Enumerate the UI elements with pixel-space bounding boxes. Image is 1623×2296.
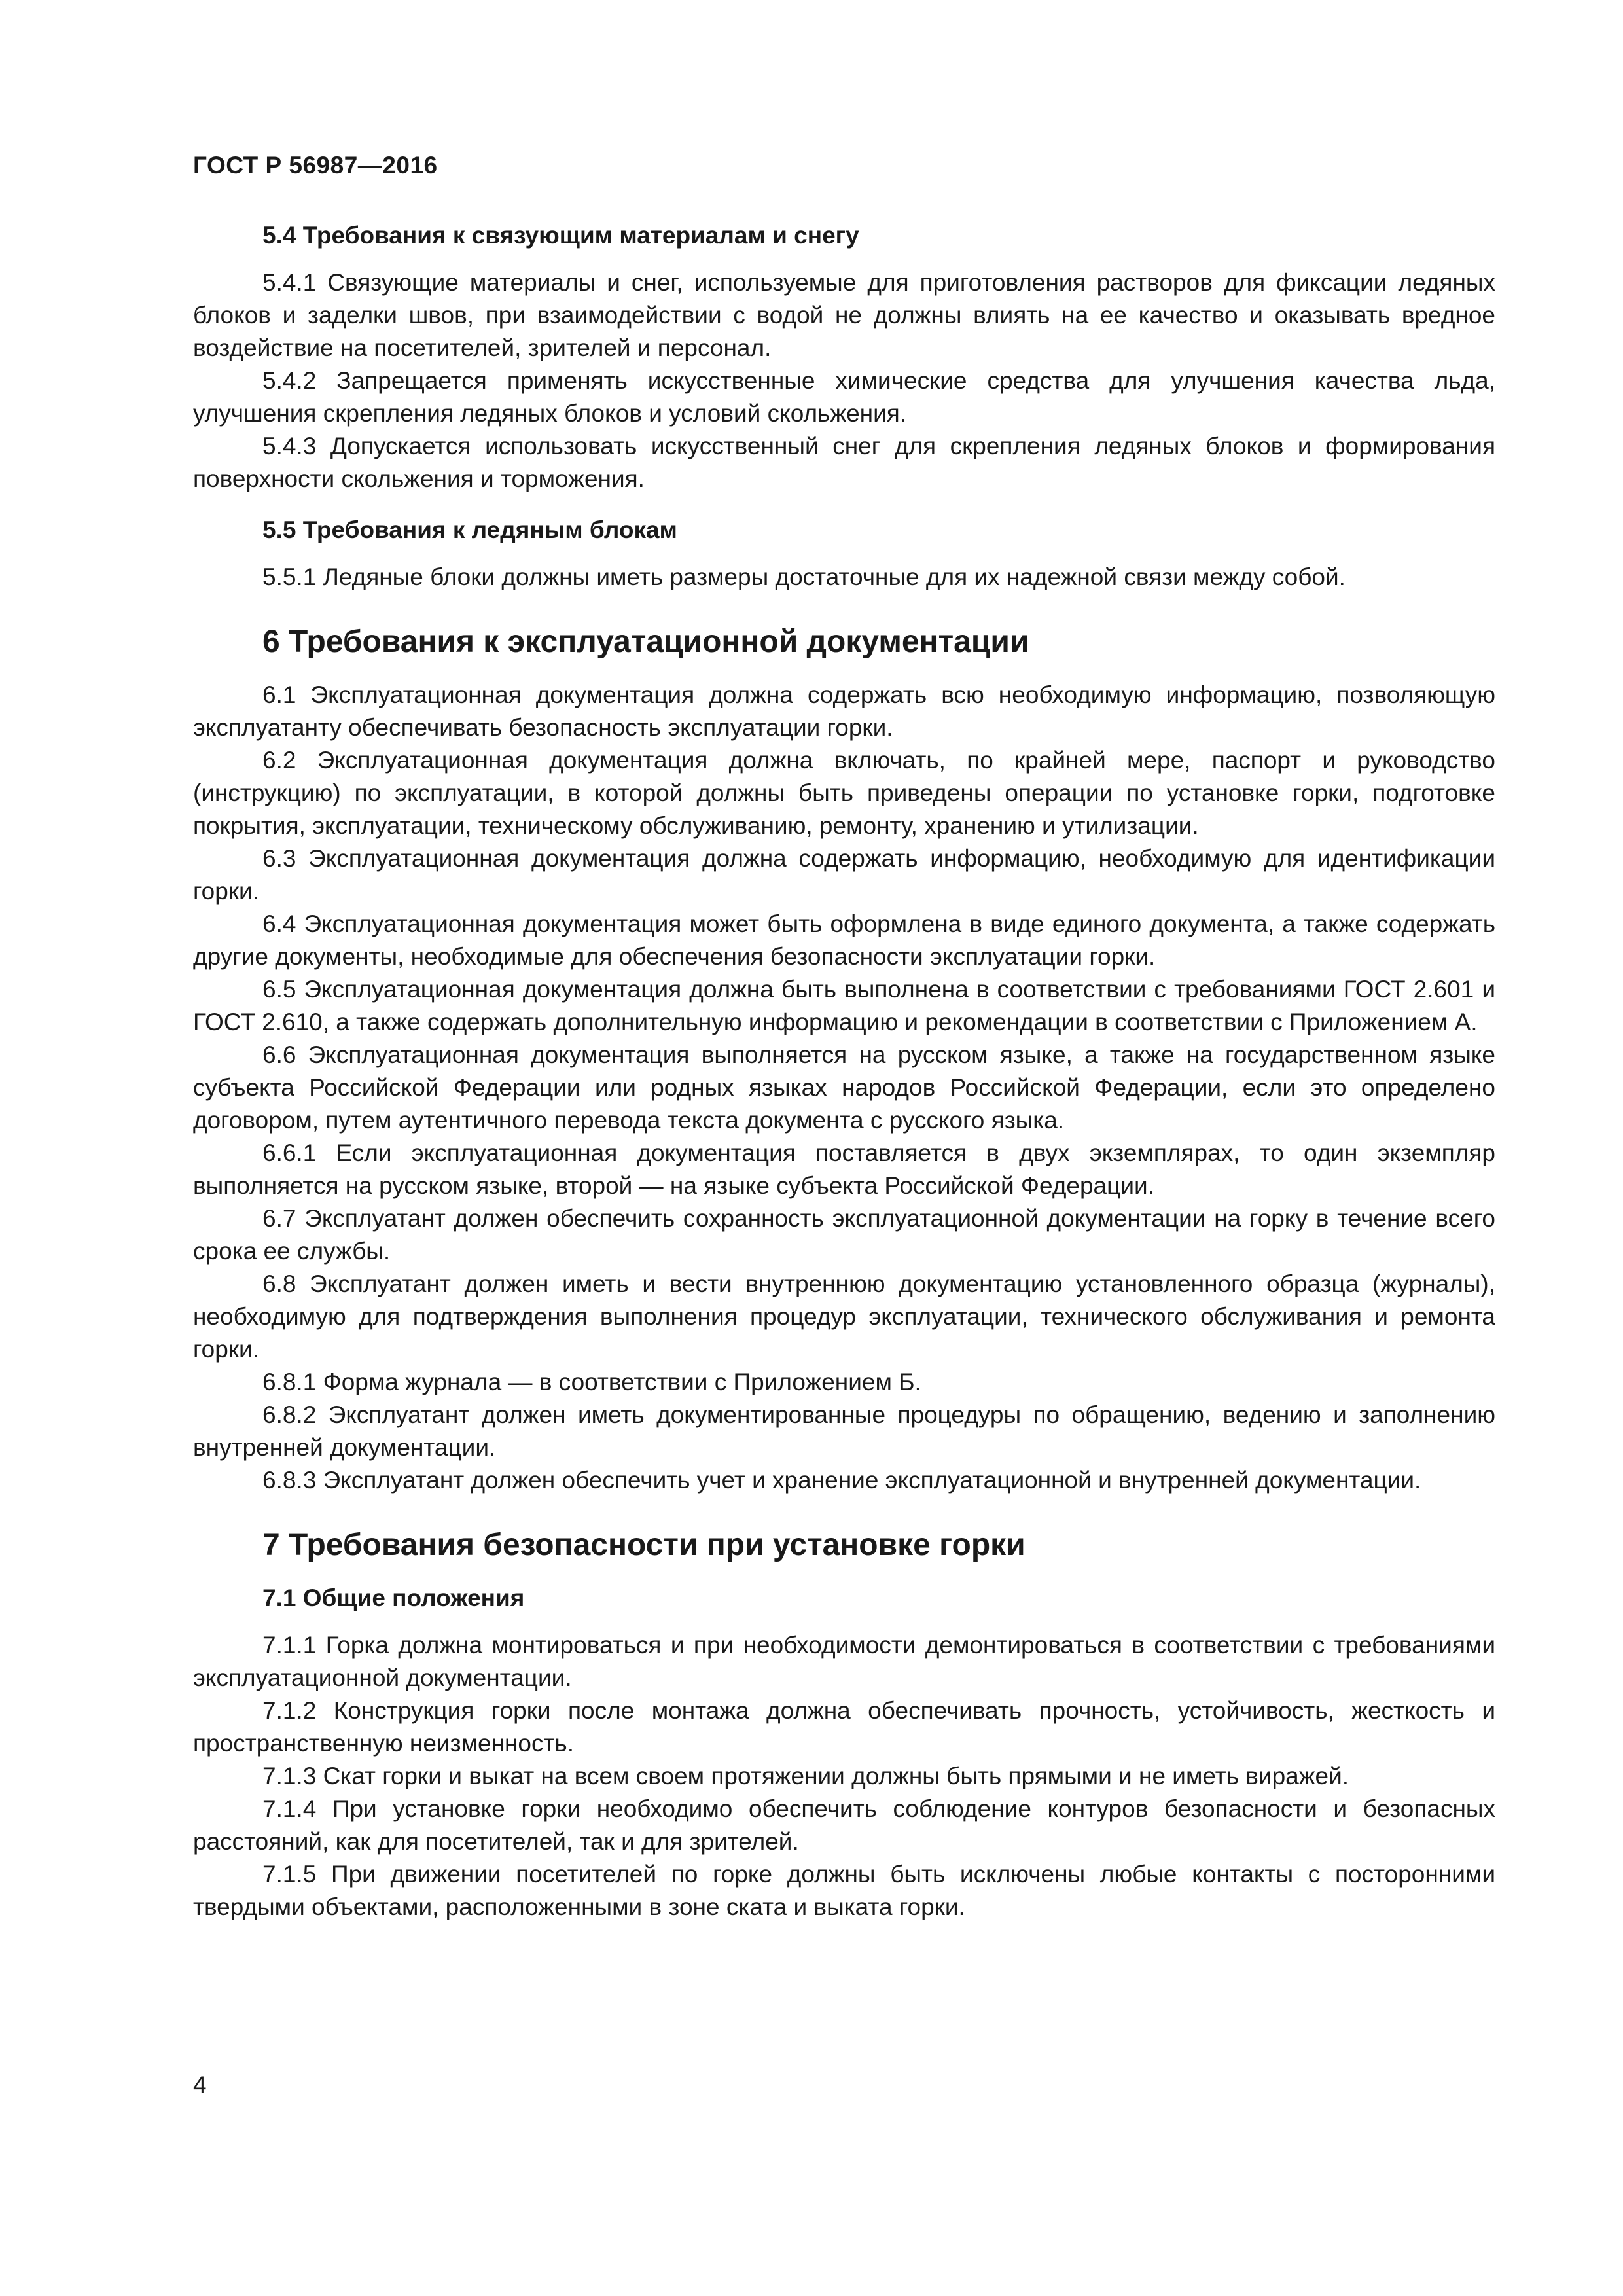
paragraph-7-1-2: 7.1.2 Конструкция горки после монтажа должна обеспечивать прочность, устойчивость, жесткость и пространственную неизменность. [193, 1697, 1495, 1757]
subsection-heading-7-1: 7.1 Общие положения [262, 1585, 525, 1611]
paragraph-5-5-1: 5.5.1 Ледяные блоки должны иметь размеры достаточные для их надежной связи между собой. [262, 564, 1346, 590]
paragraph-6-8-2: 6.8.2 Эксплуатант должен иметь документированные процедуры по обращению, ведению и заполнению внутренней документации. [193, 1401, 1495, 1461]
paragraph-6-5: 6.5 Эксплуатационная документация должна быть выполнена в соответствии с требованиями ГОСТ 2.601 и ГОСТ 2.610, а также содержать дополнительную информацию и рекомендации в соответствии с Приложением А. [193, 976, 1495, 1035]
paragraph-6-7: 6.7 Эксплуатант должен обеспечить сохранность эксплуатационной документации на горку в течение всего срока ее службы. [193, 1205, 1495, 1265]
subsection-heading-5-4: 5.4 Требования к связующим материалам и снегу [262, 222, 859, 249]
paragraph-7-1-1: 7.1.1 Горка должна монтироваться и при необходимости демонтироваться в соответствии с требованиями эксплуатационной документации. [193, 1632, 1495, 1691]
subsection-heading-5-5: 5.5 Требования к ледяным блокам [262, 516, 677, 543]
paragraph-6-2: 6.2 Эксплуатационная документация должна включать, по крайней мере, паспорт и руководство (инструкцию) по эксплуатации, в которой должны быть приведены операции по установке горки, подготовке покрытия, эксплуатации, техническому обслуживанию, ремонту, хранению и утилизации. [193, 747, 1495, 839]
document-code: ГОСТ Р 56987—2016 [193, 152, 438, 179]
paragraph-5-4-1: 5.4.1 Связующие материалы и снег, используемые для приготовления растворов для фиксации ледяных блоков и заделки швов, при взаимодействии с водой не должны влиять на ее качество и оказывать вредное воздействие на посетителей, зрителей и персонал. [193, 269, 1495, 361]
paragraph-5-4-2: 5.4.2 Запрещается применять искусственные химические средства для улучшения качества льда, улучшения скрепления ледяных блоков и условий скольжения. [193, 367, 1495, 427]
section-heading-6: 6 Требования к эксплуатационной документации [262, 624, 1029, 659]
paragraph-6-1: 6.1 Эксплуатационная документация должна содержать всю необходимую информацию, позволяющую эксплуатанту обеспечивать безопасность эксплуатации горки. [193, 681, 1495, 741]
paragraph-6-6: 6.6 Эксплуатационная документация выполняется на русском языке, а также на государственном языке субъекта Российской Федерации или родных языках народов Российской Федерации, если это определено договором, путем аутентичного перевода текста документа с русского языка. [193, 1041, 1495, 1134]
paragraph-7-1-4: 7.1.4 При установке горки необходимо обеспечить соблюдение контуров безопасности и безопасных расстояний, как для посетителей, так и для зрителей. [193, 1795, 1495, 1855]
paragraph-6-6-1: 6.6.1 Если эксплуатационная документация поставляется в двух экземплярах, то один экземпляр выполняется на русском языке, второй — на языке субъекта Российской Федерации. [193, 1139, 1495, 1199]
page-number: 4 [193, 2072, 207, 2098]
paragraph-6-8: 6.8 Эксплуатант должен иметь и вести внутреннюю документацию установленного образца (журналы), необходимую для подтверждения выполнения процедур эксплуатации, технического обслуживания и ремонта горки. [193, 1270, 1495, 1363]
paragraph-6-8-1: 6.8.1 Форма журнала — в соответствии с Приложением Б. [262, 1369, 921, 1395]
paragraph-5-4-3: 5.4.3 Допускается использовать искусственный снег для скрепления ледяных блоков и формирования поверхности скольжения и торможения. [193, 433, 1495, 492]
document-page [193, 0, 1495, 2296]
paragraph-6-3: 6.3 Эксплуатационная документация должна содержать информацию, необходимую для идентификации горки. [193, 845, 1495, 905]
paragraph-6-4: 6.4 Эксплуатационная документация может быть оформлена в виде единого документа, а также содержать другие документы, необходимые для обеспечения безопасности эксплуатации горки. [193, 910, 1495, 970]
paragraph-6-8-3: 6.8.3 Эксплуатант должен обеспечить учет и хранение эксплуатационной и внутренней документации. [262, 1467, 1421, 1494]
paragraph-7-1-3: 7.1.3 Скат горки и выкат на всем своем протяжении должны быть прямыми и не иметь виражей. [262, 1763, 1349, 1789]
document-body [193, 219, 1495, 1924]
paragraph-7-1-5: 7.1.5 При движении посетителей по горке должны быть исключены любые контакты с посторонними твердыми объектами, расположенными в зоне ската и выката горки. [193, 1861, 1495, 1920]
section-heading-7: 7 Требования безопасности при установке горки [262, 1528, 1026, 1562]
